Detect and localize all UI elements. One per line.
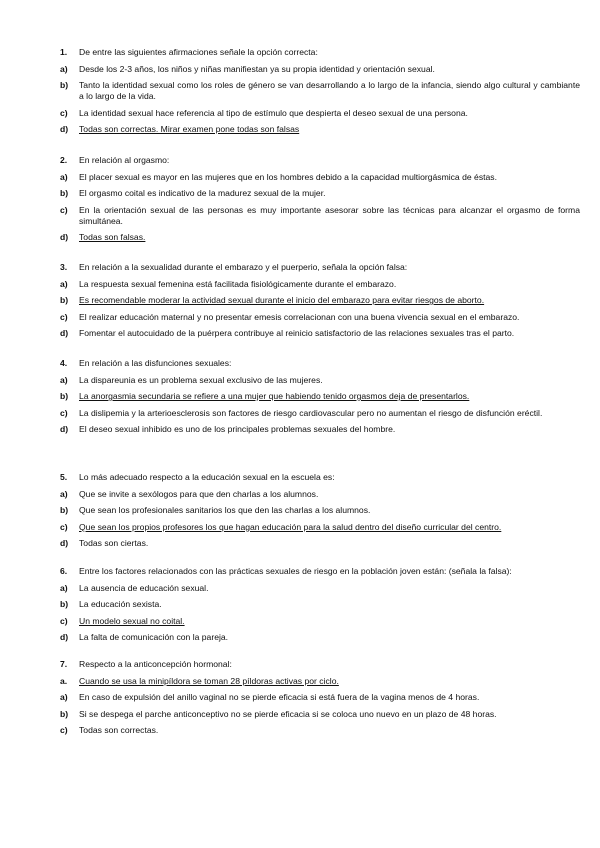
option-text: Todas son ciertas.	[79, 538, 149, 548]
question-text: Respecto a la anticoncepción hormonal:	[79, 659, 232, 669]
option-letter: d)	[60, 424, 69, 434]
option-text-answer: La anorgasmia secundaria se refiere a una mujer que habiendo tenido orgasmos deja de presentarlos.	[79, 391, 470, 401]
question-text: Entre los factores relacionados con las prácticas sexuales de riesgo en la población joven están: (señala la falsa):	[79, 566, 512, 576]
option-letter: a)	[60, 171, 68, 182]
question-stem	[60, 358, 580, 369]
option-a	[60, 375, 580, 386]
option-d	[60, 124, 580, 135]
option-d	[60, 424, 580, 435]
option-text-answer: Un modelo sexual no coital.	[79, 615, 185, 626]
option-text: La falta de comunicación con la pareja.	[79, 632, 229, 642]
option-letter: c)	[60, 725, 68, 735]
question-2	[60, 155, 580, 243]
question-number: 4.	[60, 358, 68, 368]
question-number: 1.	[60, 47, 68, 57]
option-letter: d)	[60, 538, 69, 548]
option-a-dot	[60, 676, 580, 687]
option-text: El orgasmo coital es indicativo de la madurez sexual de la mujer.	[79, 188, 326, 198]
option-b	[60, 391, 580, 402]
option-b	[60, 295, 580, 306]
option-b	[60, 599, 580, 610]
option-c	[60, 408, 580, 419]
question-number: 5.	[60, 472, 68, 482]
question-6	[60, 566, 580, 643]
question-stem	[60, 659, 580, 670]
option-b	[60, 709, 580, 720]
option-d	[60, 232, 580, 243]
option-text: Todas son correctas.	[79, 725, 159, 735]
option-c	[60, 616, 580, 627]
option-letter: c)	[60, 521, 68, 532]
option-letter: c)	[60, 204, 68, 215]
option-text: Tanto la identidad sexual como los roles de género se van desarrollando a lo largo de la infancia, siendo algo cultural y cambiante a lo largo de la vida.	[79, 80, 580, 101]
option-text: El realizar educación maternal y no presentar emesis correlacionan con una buena vivencia sexual en el embarazo.	[79, 311, 520, 322]
option-text: La educación sexista.	[79, 599, 162, 609]
option-text-answer: Que sean los propios profesores los que hagan educación para la salud dentro del diseño curricular del centro.	[79, 521, 502, 532]
option-c	[60, 108, 580, 119]
question-3	[60, 262, 580, 339]
option-text: Si se despega el parche anticonceptivo no se pierde eficacia si se coloca uno nuevo en un plazo de 48 horas.	[79, 708, 497, 719]
question-4	[60, 358, 580, 435]
option-b	[60, 188, 580, 199]
option-letter: b)	[60, 708, 69, 719]
option-a	[60, 172, 580, 183]
option-c	[60, 725, 580, 736]
option-a	[60, 64, 580, 75]
option-text: La ausencia de educación sexual.	[79, 582, 209, 593]
question-number: 6.	[60, 566, 68, 576]
option-text: Desde los 2-3 años, los niños y niñas manifiestan ya su propia identidad y orientación sexual.	[79, 63, 435, 74]
option-a	[60, 583, 580, 594]
question-7	[60, 659, 580, 736]
option-letter: b)	[60, 295, 69, 305]
option-letter: a)	[60, 488, 68, 499]
question-stem	[60, 47, 580, 58]
option-b	[60, 505, 580, 516]
option-text: Fomentar el autocuidado de la puérpera contribuye al reinicio satisfactorio de las relaciones sexuales tras el parto.	[79, 328, 515, 338]
option-text: La identidad sexual hace referencia al tipo de estímulo que despierta el deseo sexual de una persona.	[79, 107, 468, 118]
question-text: De entre las siguientes afirmaciones señale la opción correcta:	[79, 47, 318, 57]
option-c	[60, 522, 580, 533]
option-text: En caso de expulsión del anillo vaginal no se pierde eficacia si está fuera de la vagina menos de 4 horas.	[79, 692, 480, 702]
question-stem	[60, 155, 580, 166]
option-b	[60, 80, 580, 102]
option-letter: a)	[60, 692, 68, 702]
question-stem	[60, 566, 580, 577]
question-5	[60, 472, 580, 549]
question-1	[60, 47, 580, 135]
option-text-answer: Cuando se usa la minipíldora se toman 28 píldoras activas por ciclo.	[79, 675, 339, 686]
option-c	[60, 312, 580, 323]
option-text: El deseo sexual inhibido es uno de los principales problemas sexuales del hombre.	[79, 424, 396, 434]
option-letter: c)	[60, 107, 68, 118]
option-a	[60, 692, 580, 703]
option-text-answer: Es recomendable moderar la actividad sexual durante el inicio del embarazo para evitar riesgos de aborto.	[79, 295, 485, 305]
option-letter: c)	[60, 407, 68, 418]
option-letter: d)	[60, 124, 69, 134]
option-text: El placer sexual es mayor en las mujeres que en los hombres debido a la capacidad multiorgásmica de éstas.	[79, 171, 497, 182]
option-text: La dispareunia es un problema sexual exclusivo de las mujeres.	[79, 374, 323, 385]
option-letter: a)	[60, 278, 68, 289]
option-c	[60, 205, 580, 227]
question-text: En relación a las disfunciones sexuales:	[79, 358, 232, 368]
option-letter: a)	[60, 63, 68, 74]
option-letter: b)	[60, 80, 69, 90]
option-a	[60, 489, 580, 500]
question-number: 7.	[60, 659, 68, 669]
option-letter: b)	[60, 505, 69, 515]
option-a	[60, 279, 580, 290]
option-text: Que se invite a sexólogos para que den charlas a los alumnos.	[79, 488, 319, 499]
option-text: La dislipemia y la arterioesclerosis son factores de riesgo cardiovascular pero no aumentan el riesgo de disfunción eréctil.	[79, 407, 543, 418]
option-text: Que sean los profesionales sanitarios los que den las charlas a los alumnos.	[79, 505, 371, 515]
option-letter: d)	[60, 632, 69, 642]
question-number: 2.	[60, 155, 68, 165]
option-letter: d)	[60, 232, 69, 242]
option-text: La respuesta sexual femenina está facilitada fisiológicamente durante el embarazo.	[79, 278, 397, 289]
option-letter: c)	[60, 311, 68, 322]
option-d	[60, 538, 580, 549]
question-text: Lo más adecuado respecto a la educación sexual en la escuela es:	[79, 472, 335, 482]
option-text-answer: Todas son falsas.	[79, 232, 146, 242]
question-stem	[60, 262, 580, 273]
option-letter: a)	[60, 582, 68, 593]
question-text: En relación al orgasmo:	[79, 155, 170, 165]
option-letter: b)	[60, 599, 69, 609]
option-d	[60, 328, 580, 339]
option-letter: a)	[60, 374, 68, 385]
question-number: 3.	[60, 262, 68, 272]
option-letter: b)	[60, 391, 69, 401]
option-letter: b)	[60, 188, 69, 198]
question-stem	[60, 472, 580, 483]
option-text: En la orientación sexual de las personas es muy importante asesorar sobre las técnicas para alcanzar el orgasmo de forma simultánea.	[79, 204, 580, 226]
option-letter: a.	[60, 675, 68, 686]
option-text-answer: Todas son correctas. Mirar examen pone todas son falsas	[79, 124, 300, 134]
option-letter: d)	[60, 328, 69, 338]
option-letter: c)	[60, 615, 68, 626]
option-d	[60, 632, 580, 643]
question-text: En relación a la sexualidad durante el embarazo y el puerperio, señala la opción falsa:	[79, 262, 408, 272]
